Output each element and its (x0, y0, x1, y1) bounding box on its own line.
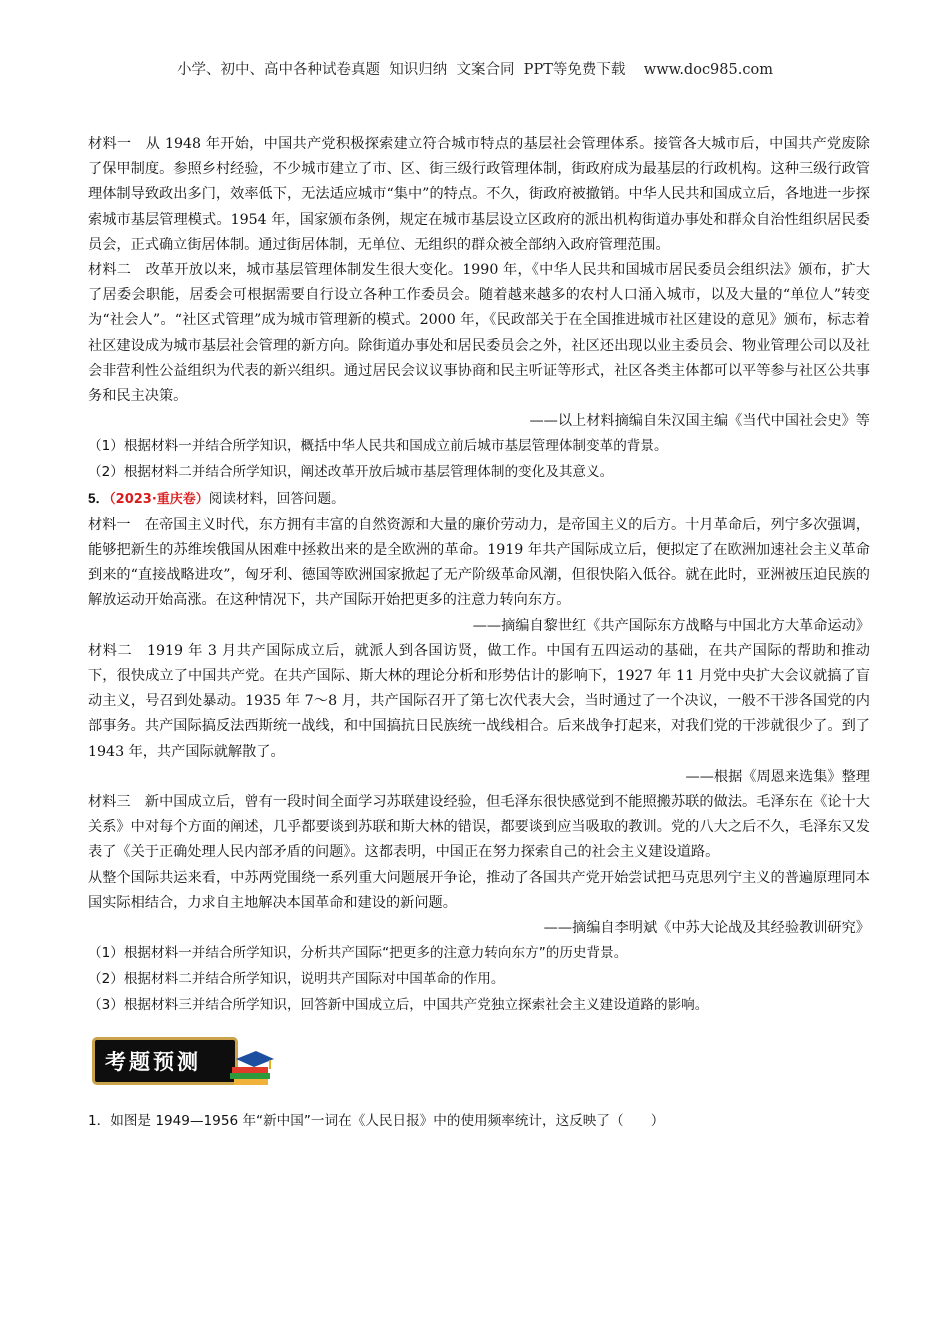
q4-question-1: （1）根据材料一并结合所学知识，概括中华人民共和国成立前后城市基层管理体制变革的背景。 (88, 438, 668, 455)
q5-number: 5． (88, 491, 110, 507)
q5-source-2: ——根据《周恩来选集》整理 (685, 768, 870, 785)
q5-question-3: （3）根据材料三并结合所学知识，回答新中国成立后，中国共产党独立探索社会主义建设道路的影响。 (88, 996, 709, 1013)
q5-question-2: （2）根据材料二并结合所学知识，说明共产国际对中国革命的作用。 (88, 971, 505, 988)
q5-question-1: （1）根据材料一并结合所学知识，分析共产国际“把更多的注意力转向东方”的历史背景。 (88, 945, 628, 962)
q5-stem-text: 阅读材料，回答问题。 (208, 491, 345, 508)
page-header: 小学、初中、高中各种试卷真题 知识归纳 文案合同 PPT等免费下载 www.doc985.com (177, 62, 773, 78)
document-body (88, 132, 870, 1134)
q5-stem (88, 486, 870, 513)
q5-source-3: ——摘编自李明斌《中苏大论战及其经验教训研究》 (543, 920, 870, 937)
q5-material-2: 材料二 1919 年 3 月共产国际成立后，就派人到各国访贤，做工作。中国有五四运动的基础，在共产国际的帮助和推动下，很快成立了中国共产党。在共产国际、斯大林的理论分析和形势估计的影响下，1927 年 11 月党中央扩大会议就搞了盲动主义，号召到处暴动。1935 年 7～8 月，共产国际召开了第七次代表大会，当时通过了一个决议，一般不干涉各国党的内部事务。共产国际搞反法西斯统一战线，和中国搞抗日民族统一战线相合。后来战争打起来，对我们党的干涉就很少了。到了 1943 年，共产国际就解散了。 (88, 642, 870, 760)
q4-material-2: 材料二 改革开放以来，城市基层管理体制发生很大变化。1990 年，《中华人民共和国城市居民委员会组织法》颁布，扩大了居委会职能，居委会可根据需要自行设立各种工作委员会。随着越来越多的农村人口涌入城市，以及大量的“单位人”转变为“社会人”。“社区式管理”成为城市管理新的模式。2000 年，《民政部关于在全国推进城市社区建设的意见》颁布，标志着社区建设成为城市基层社会管理的新方向。除街道办事处和居民委员会之外，社区还出现以业主委员会、物业管理公司以及社会非营利性公益组织为代表的新兴组织。通过居民会议议事协商和民主听证等形式，社区各类主体都可以平等参与社区公共事务和民主决策。 (88, 262, 870, 405)
q5-material-3b: 从整个国际共运来看，中苏两党围绕一系列重大问题展开争论，推动了各国共产党开始尝试把马克思列宁主义的普遍原理同本国实际相结合，力求自主地解决本国革命和建设的新问题。 (88, 869, 870, 911)
q5-source-1: ——摘编自黎世红《共产国际东方战略与中国北方大革命运动》 (472, 617, 870, 634)
prediction-question-1: 1．如图是 1949—1956 年“新中国”一词在《人民日报》中的使用频率统计，这反映了（ ） (88, 1112, 665, 1129)
q4-question-2: （2）根据材料二并结合所学知识，阐述改革开放后城市基层管理体制的变化及其意义。 (88, 464, 614, 481)
q5-source-tag: （2023·重庆卷） (109, 492, 209, 508)
books-icon (226, 1051, 274, 1085)
banner-box (92, 1037, 238, 1085)
prediction-banner (88, 1029, 278, 1091)
banner-label: 考题预测 (105, 1049, 201, 1074)
q5-material-3a: 材料三 新中国成立后，曾有一段时间全面学习苏联建设经验，但毛泽东很快感觉到不能照搬苏联的做法。毛泽东在《论十大关系》中对每个方面的阐述，几乎都要谈到苏联和斯大林的错误，都要谈到应当吸取的教训。党的八大之后不久，毛泽东又发表了《关于正确处理人民内部矛盾的问题》。这都表明，中国正在努力探索自己的社会主义建设道路。 (88, 794, 870, 861)
q4-material-1: 材料一 从 1948 年开始，中国共产党积极探索建立符合城市特点的基层社会管理体系。接管各大城市后，中国共产党废除了保甲制度。参照乡村经验，不少城市建立了市、区、街三级行政管理体制，街政府成为最基层的行政机构。这种三级行政管理体制导致政出多门，效率低下，无法适应城市“集中”的特点。不久，街政府被撤销。中华人民共和国成立后，各地进一步探索城市基层管理模式。1954 年，国家颁布条例，规定在城市基层设立区政府的派出机构街道办事处和群众自治性组织居民委员会，正式确立街居体制。通过街居体制，无单位、无组织的群众被全部纳入政府管理范围。 (88, 136, 870, 253)
q5-material-1: 材料一 在帝国主义时代，东方拥有丰富的自然资源和大量的廉价劳动力，是帝国主义的后方。十月革命后，列宁多次强调，能够把新生的苏维埃俄国从困难中拯救出来的是全欧洲的革命。1919 年共产国际成立后，便拟定了在欧洲加速社会主义革命到来的“直接战略进攻”，匈牙利、德国等欧洲国家掀起了无产阶级革命风潮，但很快陷入低谷。就在此时，亚洲被压迫民族的解放运动开始高涨。在这种情况下，共产国际开始把更多的注意力转向东方。 (88, 516, 870, 609)
q4-source: ——以上材料摘编自朱汉国主编《当代中国社会史》等 (529, 413, 870, 430)
